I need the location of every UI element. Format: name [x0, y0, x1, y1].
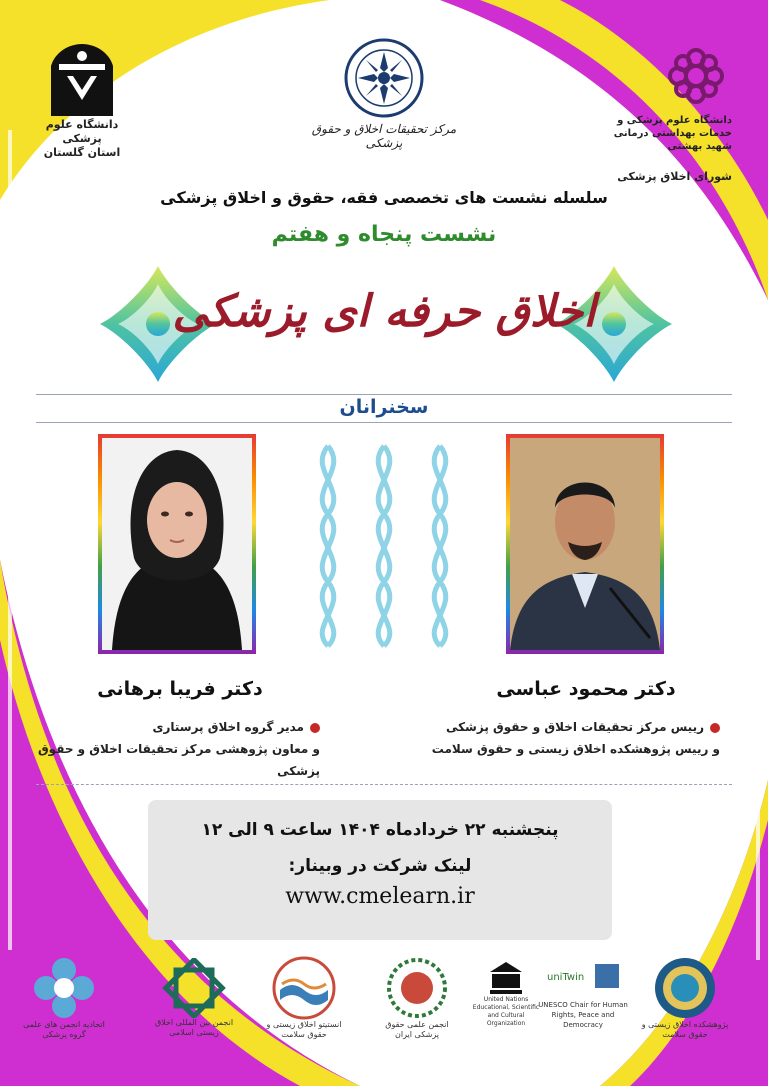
event-info-box: [148, 800, 612, 940]
golestan-emblem-icon: [47, 42, 117, 118]
beheshti-caption-line2: شورای اخلاق پزشکی: [617, 170, 732, 183]
speaker-role-abbasi: [420, 716, 720, 760]
divider-top: [36, 394, 732, 395]
footer-logo-medical-law-association: [372, 956, 462, 1040]
footer-logo-bioethics-institute: [640, 956, 730, 1040]
webinar-link-label: لینک شرکت در وبینار:: [288, 856, 472, 876]
unesco-temple-icon: [486, 960, 526, 996]
footer-logo-unesco-chair: [538, 960, 628, 1030]
speaker-photo-abbasi: [506, 434, 664, 654]
event-title: اخلاق حرفه ای پزشکی: [172, 286, 596, 337]
associations-union-icon: [32, 956, 96, 1020]
role-abbasi-line2: و رییس پژوهشکده اخلاق زیستی و حقوق سلامت: [431, 742, 720, 756]
research-center-emblem-icon: [344, 38, 424, 118]
footer-caption-2: UNESCO Chair for Human Rights, Peace and Democracy: [538, 1001, 628, 1029]
law-association-wreath-icon: [385, 956, 449, 1020]
footer-caption-4: انجمن علمی حقوق پزشکی ایران: [385, 1020, 449, 1039]
footer-logo-unesco: [472, 960, 540, 1028]
footer-caption-5: انستیتو اخلاق زیستی و حقوق سلامت: [266, 1020, 342, 1039]
speaker-name-abbasi: دکتر محمود عباسی: [496, 678, 676, 700]
female-portrait-icon: [102, 438, 252, 650]
series-title: سلسله نشست های تخصصی فقه، حقوق و اخلاق پزشکی: [160, 188, 608, 207]
role-borhani-line1: مدیر گروه اخلاق پرستاری: [152, 720, 304, 734]
beheshti-caption-line1: دانشگاه علوم پزشکی و خدمات بهداشتی درمانی شهید بهشتی: [613, 115, 732, 152]
footer-caption-1: پژوهشکده اخلاق زیستی و حقوق سلامت: [641, 1020, 729, 1039]
webinar-url-link[interactable]: www.cmelearn.ir: [285, 884, 475, 909]
speaker-photo-borhani: [98, 434, 256, 654]
divider-info: [36, 784, 732, 785]
health-law-institute-icon: [272, 956, 336, 1020]
svg-text:uniTwin: uniTwin: [547, 972, 585, 983]
speaker-name-borhani: دکتر فریبا برهانی: [97, 678, 263, 700]
research-center-caption: مرکز تحقیقات اخلاق و حقوق پزشکی: [311, 122, 457, 150]
golestan-caption-line1: دانشگاه علوم پزشکی: [45, 118, 119, 145]
ethics-research-center-logo: [304, 38, 464, 150]
bullet-dot: [710, 723, 720, 733]
event-date-time: پنجشنبه ۲۲ خردادماه ۱۴۰۴ ساعت ۹ الی ۱۲: [201, 820, 559, 840]
footer-caption-3: United Nations Educational, Scientific and Cultural Organization: [472, 996, 540, 1027]
footer-logo-bioethics-health-institute: [256, 956, 352, 1040]
role-abbasi-line1: رییس مرکز تحقیقات اخلاق و حقوق پزشکی: [445, 720, 704, 734]
footer-caption-6: انجمن بین المللی اخلاق زیستی اسلامی: [154, 1018, 234, 1037]
footer-logo-islamic-bioethics: [146, 958, 242, 1038]
shahid-beheshti-logo: [604, 40, 734, 190]
university-golestan-logo: [42, 42, 122, 160]
speaker-role-borhani: [20, 716, 320, 782]
footer-logo-medical-associations-union: [14, 956, 114, 1040]
bullet-dot: [310, 723, 320, 733]
golestan-caption-line2: استان گلستان: [43, 146, 121, 159]
session-number: نشست پنجاه و هفتم: [271, 222, 497, 247]
islamic-bioethics-knot-icon: [162, 958, 226, 1018]
role-borhani-line2: و معاون پژوهشی مرکز تحقیقات اخلاق و حقوق پزشکی: [37, 742, 320, 778]
divider-bottom: [36, 422, 732, 423]
center-arabesque-icon: [302, 440, 466, 652]
unitwin-icon: [543, 960, 623, 1000]
bioethics-globe-icon: [653, 956, 717, 1020]
footer-caption-7: اتحادیه انجمن های علمی گروه پزشکی: [23, 1020, 105, 1039]
speakers-heading: سخنرانان: [339, 396, 429, 418]
beheshti-flower-icon: [664, 44, 728, 108]
male-portrait-icon: [510, 438, 660, 650]
